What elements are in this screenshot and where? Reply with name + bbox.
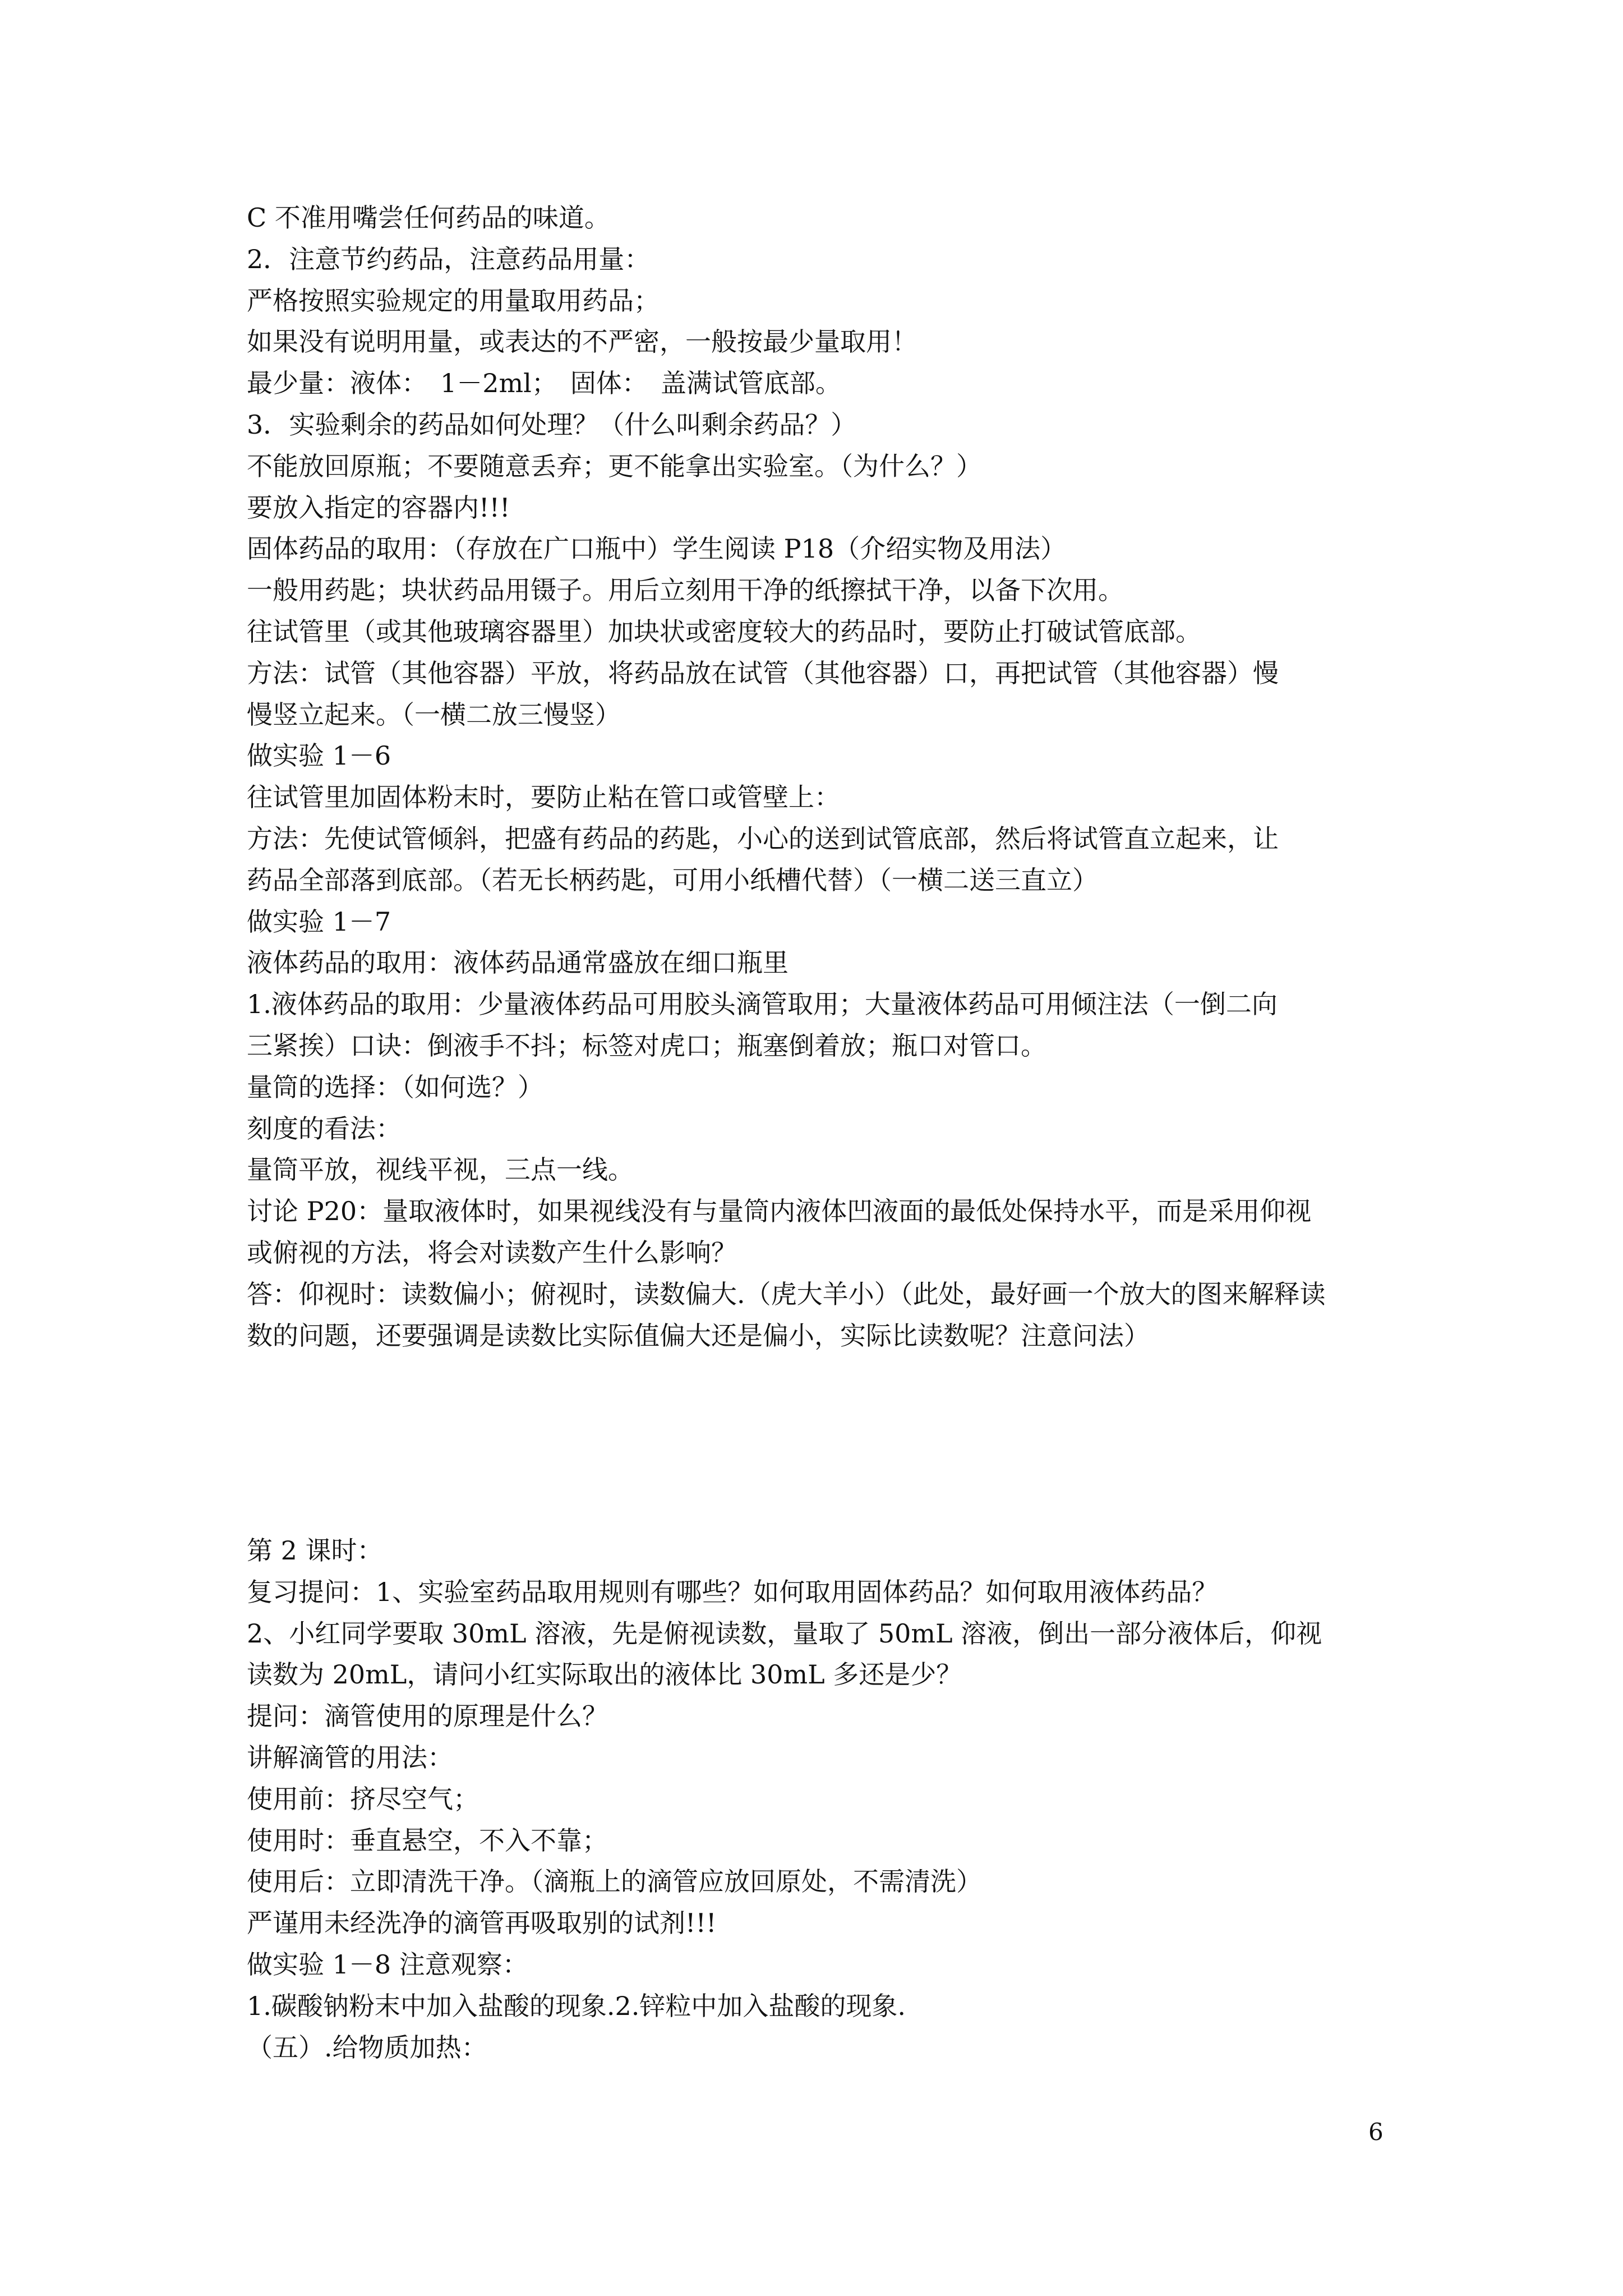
text-line: 提问：滴管使用的原理是什么？ — [247, 1701, 608, 1732]
text-line: 答：仰视时：读数偏小；俯视时，读数偏大.（虎大羊小）（此处，最好画一个放大的图来解释读 — [247, 1278, 1326, 1309]
text-line: 慢竖立起来。（一横二放三慢竖） — [247, 699, 621, 730]
text-line: （五）.给物质加热： — [247, 2032, 487, 2063]
text-line: 三紧挨）口诀：倒液手不抖；标签对虎口；瓶塞倒着放；瓶口对管口。 — [247, 1030, 1046, 1061]
text-line: 做实验 1－6 — [247, 740, 391, 771]
text-line: 做实验 1－8 注意观察： — [247, 1949, 528, 1980]
text-line: 一般用药匙；块状药品用镊子。用后立刻用干净的纸擦拭干净，以备下次用。 — [247, 575, 1124, 606]
text-line: 或俯视的方法，将会对读数产生什么影响？ — [247, 1237, 737, 1268]
text-line: 最少量：液体： 1－2ml； 固体： 盖满试管底部。 — [247, 368, 841, 399]
text-line: 固体药品的取用：（存放在广口瓶中）学生阅读 P18（介绍实物及用法） — [247, 533, 1067, 564]
text-line: 读数为 20mL，请问小红实际取出的液体比 30mL 多还是少？ — [247, 1659, 962, 1690]
text-line: 1.液体药品的取用：少量液体药品可用胶头滴管取用；大量液体药品可用倾注法（一倒二向 — [247, 989, 1278, 1020]
page-number: 6 — [1368, 2118, 1384, 2146]
text-line: 刻度的看法： — [247, 1113, 402, 1144]
text-line: 要放入指定的容器内!!! — [247, 492, 510, 523]
text-line: 讨论 P20：量取液体时，如果视线没有与量筒内液体凹液面的最低处保持水平，而是采用仰视 — [247, 1196, 1312, 1227]
text-line: 不能放回原瓶；不要随意丢弃；更不能拿出实验室。（为什么？） — [247, 450, 982, 481]
text-line: 液体药品的取用：液体药品通常盛放在细口瓶里 — [247, 947, 789, 978]
text-line: 使用后：立即清洗干净。（滴瓶上的滴管应放回原处，不需清洗） — [247, 1866, 982, 1897]
text-line: 药品全部落到底部。（若无长柄药匙，可用小纸槽代替）（一横二送三直立） — [247, 864, 1098, 895]
text-section-one — [247, 197, 1396, 1356]
text-line: 量筒平放，视线平视，三点一线。 — [247, 1154, 634, 1185]
text-line: 复习提问：1、实验室药品取用规则有哪些？如何取用固体药品？如何取用液体药品？ — [247, 1576, 1218, 1607]
text-line: 数的问题，还要强调是读数比实际值偏大还是偏小，实际比读数呢？注意问法） — [247, 1320, 1150, 1351]
text-line: 严格按照实验规定的用量取用药品； — [247, 285, 660, 316]
text-line: 往试管里（或其他玻璃容器里）加块状或密度较大的药品时，要防止打破试管底部。 — [247, 616, 1201, 647]
text-line: 使用前：挤尽空气； — [247, 1783, 479, 1814]
text-line: C 不准用嘴尝任何药品的味道。 — [247, 203, 610, 233]
text-line: 3．实验剩余的药品如何处理？（什么叫剩余药品？） — [247, 409, 857, 440]
text-line: 往试管里加固体粉末时，要防止粘在管口或管壁上： — [247, 782, 840, 813]
text-line: 量筒的选择：（如何选？） — [247, 1071, 543, 1102]
text-line: 2．注意节约药品，注意药品用量： — [247, 243, 651, 274]
text-line: 2、小红同学要取 30mL 溶液，先是俯视读数，量取了 50mL 溶液，倒出一部分液体后，仰视 — [247, 1618, 1322, 1649]
text-line: 1.碳酸钠粉末中加入盐酸的现象.2.锌粒中加入盐酸的现象. — [247, 1990, 906, 2021]
text-line: 使用时：垂直悬空，不入不靠； — [247, 1825, 608, 1856]
lesson-heading: 第 2 课时： — [247, 1535, 383, 1566]
text-line: 严谨用未经洗净的滴管再吸取别的试剂!!! — [247, 1908, 717, 1939]
text-line: 方法：试管（其他容器）平放，将药品放在试管（其他容器）口，再把试管（其他容器）慢 — [247, 657, 1279, 688]
text-line: 如果没有说明用量，或表达的不严密，一般按最少量取用！ — [247, 326, 917, 357]
text-line: 做实验 1－7 — [247, 906, 391, 937]
text-line: 方法：先使试管倾斜，把盛有药品的药匙，小心的送到试管底部，然后将试管直立起来，让 — [247, 823, 1279, 854]
text-line: 讲解滴管的用法： — [247, 1742, 453, 1773]
text-section-two — [247, 1530, 1396, 2068]
